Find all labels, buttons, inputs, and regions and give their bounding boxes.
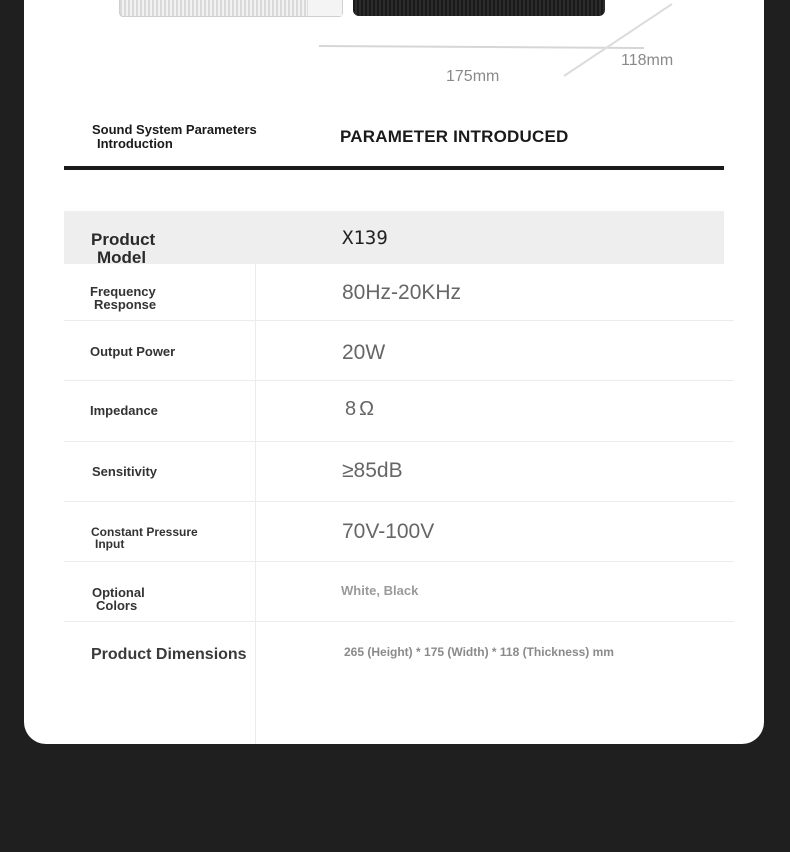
row-divider xyxy=(64,501,734,502)
row-value-impedance: 8Ω xyxy=(345,398,378,420)
spec-card xyxy=(24,0,764,744)
row-divider xyxy=(64,441,734,442)
row-label-frequency-response: Frequency Response xyxy=(90,284,157,312)
row-value-product-dimensions: 265 (Height) * 175 (Width) * 118 (Thickness) mm xyxy=(344,645,614,659)
row-divider xyxy=(64,621,734,622)
row-divider xyxy=(64,561,734,562)
row-label-constant-pressure-input: Constant Pressure Input xyxy=(91,525,198,551)
row-value-constant-pressure-input: 70V-100V xyxy=(342,520,435,543)
model-row-band xyxy=(64,211,724,264)
row-label-product-dimensions: Product Dimensions xyxy=(91,646,247,663)
parameter-heading: PARAMETER INTRODUCED xyxy=(340,127,569,146)
row-label-product-model: Product Model xyxy=(91,230,156,267)
column-divider xyxy=(255,264,256,744)
row-value-frequency-response: 80Hz-20KHz xyxy=(342,281,462,304)
row-label-optional-colors: Optional Colors xyxy=(92,585,145,613)
dimension-lines xyxy=(24,0,764,100)
row-value-output-power: 20W xyxy=(342,341,386,364)
width-dimension-label: 175mm xyxy=(446,68,500,85)
header-divider xyxy=(64,166,724,170)
row-label-sensitivity: Sensitivity xyxy=(92,464,158,479)
row-value-optional-colors: White, Black xyxy=(341,583,419,598)
section-title: Sound System Parameters Introduction xyxy=(92,122,257,151)
row-divider xyxy=(64,320,734,321)
row-value-sensitivity: ≥85dB xyxy=(342,459,403,482)
row-label-output-power: Output Power xyxy=(90,344,176,359)
row-value-product-model: X139 xyxy=(342,227,388,249)
row-label-impedance: Impedance xyxy=(90,403,158,418)
row-divider xyxy=(64,380,734,381)
thickness-dimension-label: 118mm xyxy=(621,52,674,69)
